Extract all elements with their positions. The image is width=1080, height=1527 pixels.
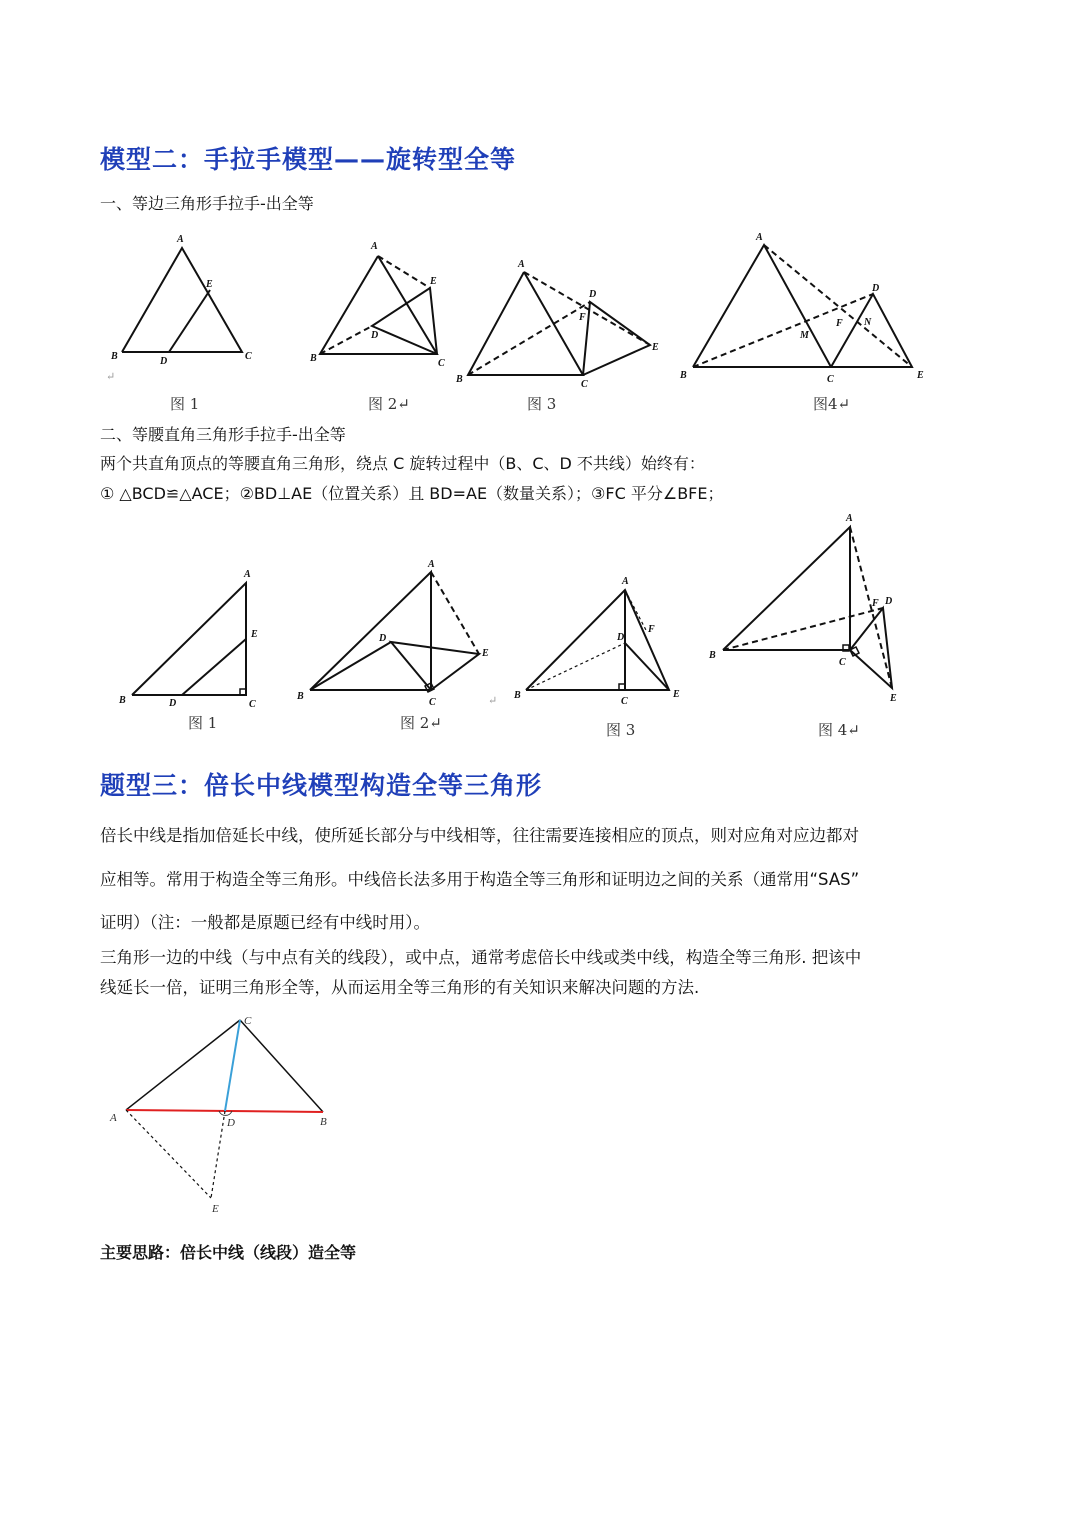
section3-para2-line2: 线延长一倍，证明三角形全等，从而运用全等三角形的有关知识来解决问题的方法. bbox=[100, 978, 700, 997]
fig8-right-isosceles-rotated bbox=[708, 513, 897, 704]
point-label-a: A bbox=[622, 576, 629, 587]
point-label-d: D bbox=[885, 596, 893, 607]
fig5-right-isosceles bbox=[118, 569, 258, 710]
point-label-c: C bbox=[839, 657, 846, 668]
point-label-b: B bbox=[709, 650, 716, 661]
sub2-heading: 二、等腰直角三角形手拉手-出全等 bbox=[100, 425, 346, 444]
point-label-e: E bbox=[482, 648, 489, 659]
point-label-a: A bbox=[177, 234, 184, 245]
point-label-e: E bbox=[212, 1203, 219, 1215]
section3-para1-line1: 倍长中线是指加倍延长中线，使所延长部分与中线相等，往往需要连接相应的顶点，则对应角对应边都对 bbox=[100, 826, 859, 845]
point-label-b: B bbox=[297, 691, 304, 702]
fig4-equilateral-collinear bbox=[679, 232, 924, 385]
point-label-f: F bbox=[872, 598, 879, 609]
point-label-e: E bbox=[890, 693, 897, 704]
point-label-b: B bbox=[680, 370, 687, 381]
point-label-d: D bbox=[379, 633, 387, 644]
fig9-median-doubling bbox=[109, 1015, 327, 1215]
sub2-properties: ① △BCD≌△ACE；②BD⊥AE（位置关系）且 BD=AE（数量关系）；③FC 平分∠BFE； bbox=[100, 484, 724, 503]
fig7-right-isosceles bbox=[513, 576, 680, 707]
point-label-a: A bbox=[846, 513, 853, 524]
point-label-b: B bbox=[111, 351, 118, 362]
sub2-description: 两个共直角顶点的等腰直角三角形，绕点 C 旋转过程中（B、C、D 不共线）始终有： bbox=[100, 454, 705, 473]
point-label-f: F bbox=[648, 624, 655, 635]
row2-caption-4: 图 4↵ bbox=[818, 721, 860, 739]
point-label-e: E bbox=[251, 629, 258, 640]
point-label-c: C bbox=[429, 697, 436, 708]
section3-para2-line1: 三角形一边的中线（与中点有关的线段），或中点，通常考虑倍长中线或类中线，构造全等三角形. 把该中 bbox=[100, 948, 862, 967]
point-label-c: C bbox=[581, 379, 588, 390]
point-label-d: D bbox=[589, 289, 597, 300]
point-label-a: A bbox=[110, 1112, 117, 1124]
point-label-d: D bbox=[872, 283, 880, 294]
point-label-d: D bbox=[160, 356, 168, 367]
section3-para1-line3: 证明）（注：一般都是原题已经有中线时用）。 bbox=[100, 913, 430, 932]
point-label-d: D bbox=[617, 632, 625, 643]
row1-caption-4: 图4↵ bbox=[813, 395, 851, 413]
section2-title: 模型二：手拉手模型——旋转型全等 bbox=[100, 145, 517, 174]
row1-caption-3: 图 3 bbox=[527, 395, 557, 413]
sub1-heading: 一、等边三角形手拉手-出全等 bbox=[100, 194, 314, 213]
point-label-b: B bbox=[320, 1116, 327, 1128]
point-label-e: E bbox=[430, 276, 437, 287]
point-label-f: F bbox=[836, 318, 843, 329]
point-label-e: E bbox=[652, 342, 659, 353]
point-label-e: E bbox=[917, 370, 924, 381]
row2-caption-3: 图 3 bbox=[606, 721, 636, 739]
point-label-b: B bbox=[310, 353, 317, 364]
point-label-m: M bbox=[800, 330, 809, 341]
point-label-a: A bbox=[371, 241, 378, 252]
point-label-n: N bbox=[864, 317, 872, 328]
point-label-a: A bbox=[518, 259, 525, 270]
row1-caption-1: 图 1 bbox=[170, 395, 200, 413]
point-label-d: D bbox=[371, 330, 379, 341]
return-mark-2: ↵ bbox=[488, 694, 498, 707]
point-label-b: B bbox=[456, 374, 463, 385]
section3-title: 题型三：倍长中线模型构造全等三角形 bbox=[100, 771, 543, 800]
point-label-b: B bbox=[514, 690, 521, 701]
fig2-equilateral-rotated bbox=[309, 241, 445, 369]
point-label-c: C bbox=[244, 1015, 252, 1027]
section3-para1-line2: 应相等。常用于构造全等三角形。中线倍长法多用于构造全等三角形和证明边之间的关系（通常用“SAS” bbox=[100, 870, 860, 889]
fig1-equilateral bbox=[110, 234, 252, 367]
point-label-e: E bbox=[206, 279, 213, 290]
main-idea: 主要思路：倍长中线（线段）造全等 bbox=[100, 1243, 357, 1262]
point-label-d: D bbox=[169, 698, 177, 709]
point-label-d: D bbox=[227, 1117, 235, 1129]
point-label-c: C bbox=[621, 696, 628, 707]
point-label-f: F bbox=[579, 312, 586, 323]
point-label-a: A bbox=[428, 559, 435, 570]
point-label-a: A bbox=[244, 569, 251, 580]
row1-caption-2: 图 2↵ bbox=[368, 395, 410, 413]
point-label-a: A bbox=[756, 232, 763, 243]
point-label-c: C bbox=[249, 699, 256, 710]
fig3-equilateral bbox=[455, 259, 659, 390]
point-label-b: B bbox=[119, 695, 126, 706]
row2-caption-2: 图 2↵ bbox=[400, 714, 442, 732]
return-mark-1: ↵ bbox=[106, 370, 116, 383]
point-label-c: C bbox=[245, 351, 252, 362]
point-label-c: C bbox=[827, 374, 834, 385]
point-label-c: C bbox=[438, 358, 445, 369]
point-label-e: E bbox=[673, 689, 680, 700]
row2-caption-1: 图 1 bbox=[188, 714, 218, 732]
fig6-right-isosceles-rotated bbox=[296, 559, 489, 708]
